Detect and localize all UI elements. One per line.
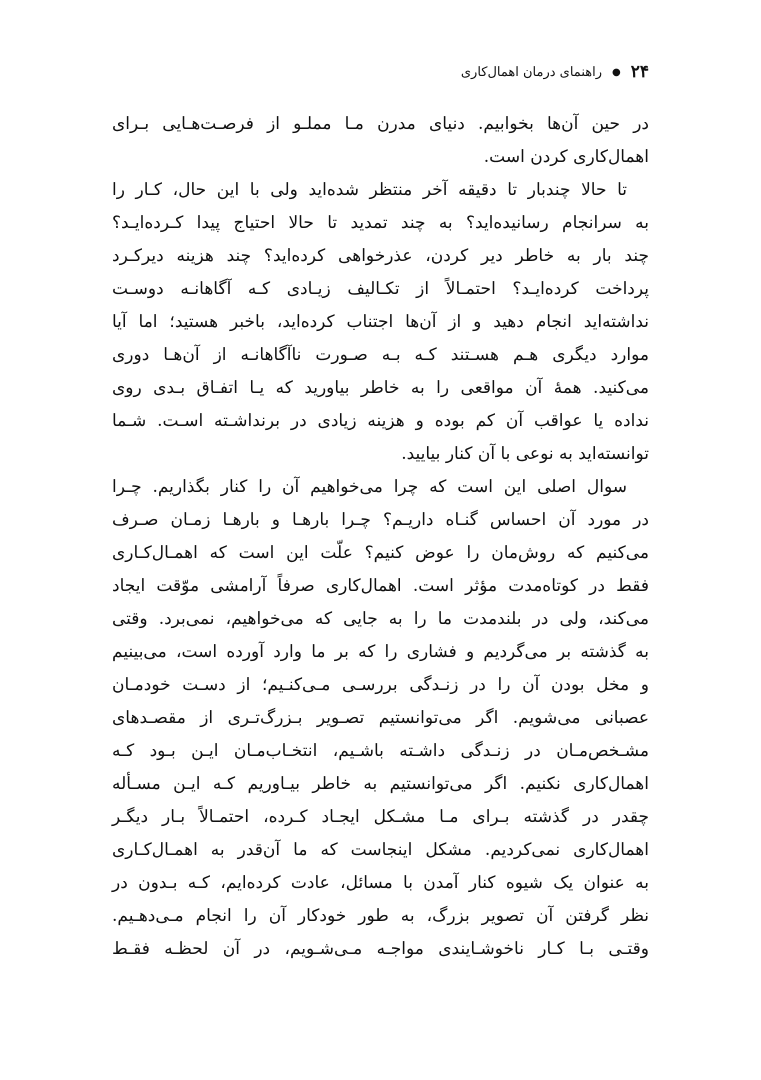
text-line: می‌کند، ولی در بلندمدت ما را به جایی که می‌خواهیم، نمی‌برد. وقتی: [112, 609, 649, 629]
text-line: و مخل بودن آن را در زنـدگی بررسـی مـی‌کنـیم؛ از دسـت خودمـان: [112, 675, 649, 695]
text-line: عصبانی می‌شویم. اگر می‌توانستیم تصـویر بـزرگ‌تـری از مقصـدهای: [112, 708, 649, 728]
text-line: مشـخص‌مـان در زنـدگی داشـته باشـیم، انتخـاب‌مـان ایـن بـود کـه: [112, 741, 649, 761]
body-text: [112, 108, 649, 966]
text-line: تا حالا چندبار تا دقیقه آخر منتظر شده‌اید ولی با این حال، کـار را: [112, 180, 627, 200]
text-line: می‌کنیم که روش‌مان را عوض کنیم؟ علّت این است که اهمـال‌کـاری: [112, 543, 649, 563]
paragraph-2: [112, 174, 649, 471]
text-line: به عنوان یک شیوه کنار آمدن با مسائل، عادت کرده‌ایم، کـه بـدون در: [112, 873, 649, 893]
text-line: به سرانجام رسانیده‌اید؟ به چند تمدید تا حالا احتیاج پیدا کـرده‌ایـد؟: [112, 213, 649, 233]
text-line: سوال اصلی این است که چرا می‌خواهیم آن را کنار بگذاریم. چـرا: [112, 477, 627, 497]
text-line: فقط در کوتاه‌مدت مؤثر است. اهمال‌کاری صرفاً آرامشی موّقت ایجاد: [112, 576, 649, 596]
text-line: نداده یا عواقب آن کم بوده و هزینه زیادی در برنداشـته اسـت. شـما: [112, 411, 649, 431]
text-line: اهمال‌کاری کردن است.: [483, 147, 649, 167]
text-line: موارد دیگری هـم هسـتند کـه بـه صـورت ناآگاهانـه از آن‌هـا دوری: [112, 345, 649, 365]
paragraph-1: [112, 108, 649, 174]
text-line: چند بار به خاطر دیر کردن، عذرخواهی کرده‌اید؟ چند هزینه دیرکـرد: [112, 246, 649, 266]
text-line: اهمال‌کاری نکنیم. اگر می‌توانستیم به خاطر بیـاوریم کـه ایـن مسـأله: [112, 774, 649, 794]
text-line: در مورد آن احساس گنـاه داریـم؟ چـرا بارهـا و بارهـا زمـان صـرف: [112, 510, 649, 530]
text-line: چقدر در گذشته بـرای مـا مشـکل ایجـاد کـرده، احتمـالاً بـار دیگـر: [112, 807, 649, 827]
text-line: به گذشته بر می‌گردیم و فشاری را که بر ما وارد آورده است، می‌بینیم: [112, 642, 649, 662]
text-line: توانسته‌اید به نوعی با آن کنار بیایید.: [401, 444, 649, 464]
text-line: در حین آن‌ها بخوابیم. دنیای مدرن مـا مملـو از فرصـت‌هـایی بـرای: [112, 114, 649, 134]
text-line: نظر گرفتن آن تصویر بزرگ، به طور خودکار آن را انجام مـی‌دهـیم.: [112, 906, 649, 926]
text-line: می‌کنید. همهٔ آن مواقعی را به خاطر بیاورید که یـا اتفـاق بـدی روی: [112, 378, 649, 398]
running-header: [461, 62, 649, 82]
page-number: ۲۴: [630, 62, 649, 82]
text-line: وقتـی بـا کـار ناخوشـایندی مواجـه مـی‌شـویم، در آن لحظـه فقـط: [112, 939, 649, 959]
text-line: پرداخت کرده‌ایـد؟ احتمـالاً از تکـالیف زیـادی کـه آگاهانـه دوسـت: [112, 279, 649, 299]
book-title: راهنمای درمان اهمال‌کاری: [460, 64, 602, 80]
text-line: نداشته‌اید انجام دهید و از آن‌ها اجتناب کرده‌اید، باخبر هستید؛ اما آیا: [112, 312, 649, 332]
bullet-icon: ●: [612, 66, 621, 78]
text-line: اهمال‌کاری نمی‌کردیم. مشکل اینجاست که ما آن‌قدر به اهمـال‌کـاری: [112, 840, 649, 860]
paragraph-3: [112, 471, 649, 966]
